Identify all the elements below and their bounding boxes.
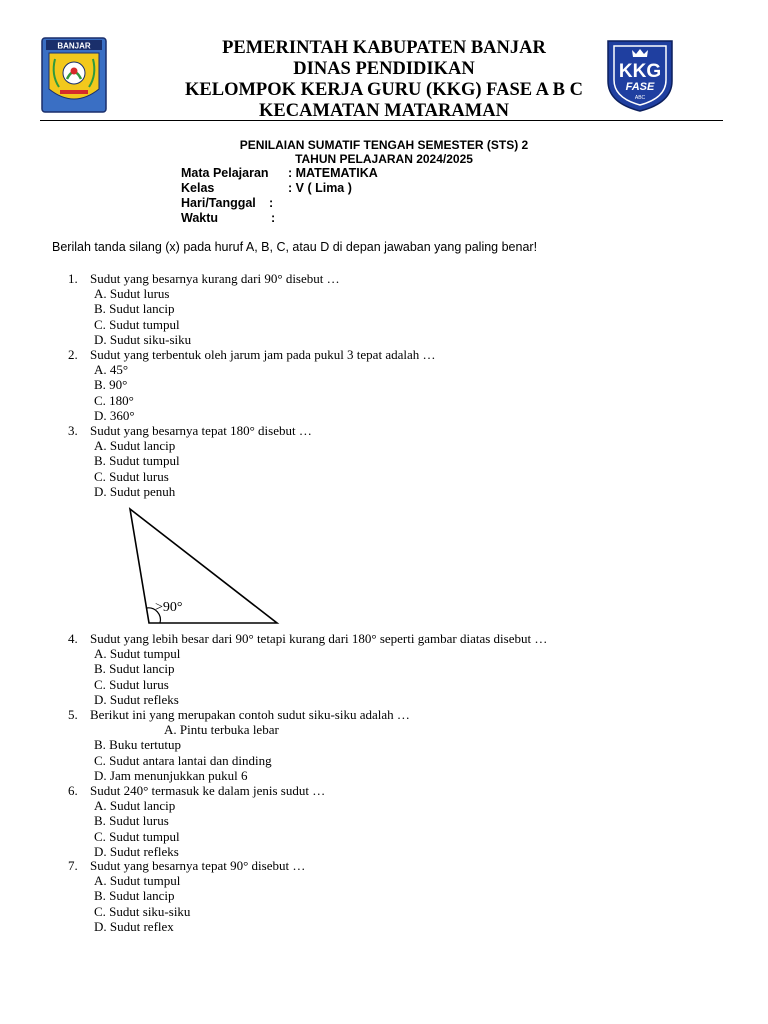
option-c: C. Sudut tumpul: [94, 828, 180, 844]
option-a: A. Sudut tumpul: [94, 646, 181, 662]
option-d: D. Sudut reflex: [94, 918, 174, 934]
question-number: 2.: [68, 347, 78, 362]
option-d: D. 360°: [94, 407, 135, 423]
option-b: B. 90°: [94, 377, 128, 393]
question-number: 5.: [68, 707, 78, 722]
meta-value: : V ( Lima ): [288, 181, 352, 195]
question-2: [0, 347, 768, 423]
option-b: B. Sudut lancip: [94, 301, 175, 317]
option-a: A. Sudut lancip: [94, 798, 176, 814]
meta-value: :: [269, 196, 274, 210]
obtuse-triangle-figure: [126, 504, 281, 628]
meta-key: Hari/Tanggal: [181, 196, 256, 210]
option-b: B. Sudut lancip: [94, 661, 175, 677]
banjar-regency-emblem-icon: [41, 37, 107, 113]
option-b: B. Buku tertutup: [94, 737, 182, 753]
option-d: D. Sudut refleks: [94, 843, 179, 859]
question-number: 6.: [68, 783, 78, 798]
letterhead-heading: [110, 38, 658, 122]
question-number: 3.: [68, 423, 78, 438]
option-a: A. Pintu terbuka lebar: [164, 722, 279, 738]
meta-key: Waktu: [181, 211, 219, 225]
option-c: C. 180°: [94, 392, 134, 408]
option-c: C. Sudut antara lantai dan dinding: [94, 752, 272, 768]
option-c: C. Sudut tumpul: [94, 316, 180, 332]
question-number: 4.: [68, 631, 78, 646]
letterhead-line-3: KELOMPOK KERJA GURU (KKG) FASE A B C: [185, 80, 583, 100]
option-a: A. Sudut lancip: [94, 438, 176, 454]
question-5: [0, 707, 768, 783]
meta-key: Mata Pelajaran: [181, 166, 269, 180]
exam-year: TAHUN PELAJARAN 2024/2025: [295, 152, 473, 166]
kkg-logo-subtext: FASE: [625, 81, 655, 93]
option-d: D. Sudut penuh: [94, 483, 176, 499]
meta-value: : MATEMATIKA: [288, 166, 378, 180]
question-text: Sudut 240° termasuk ke dalam jenis sudut …: [90, 783, 326, 798]
letterhead-line-2: DINAS PENDIDIKAN: [293, 59, 475, 79]
kkg-shield-logo-icon: [604, 37, 676, 113]
question-4: [0, 631, 768, 707]
meta-key: Kelas: [181, 181, 215, 195]
option-b: B. Sudut lancip: [94, 888, 175, 904]
option-d: D. Sudut siku-siku: [94, 331, 192, 347]
question-7: [0, 858, 768, 934]
kkg-logo-phase: ABC: [634, 95, 646, 101]
option-b: B. Sudut lurus: [94, 813, 169, 829]
triangle-shape: [130, 509, 277, 623]
question-6: [0, 783, 768, 859]
instruction-text: Berilah tanda silang (x) pada huruf A, B, C, atau D di depan jawaban yang paling benar!: [52, 240, 538, 254]
question-text: Sudut yang besarnya kurang dari 90° disebut …: [90, 271, 340, 286]
option-a: A. Sudut lurus: [94, 286, 170, 302]
question-text: Sudut yang terbentuk oleh jarum jam pada pukul 3 tepat adalah …: [90, 347, 436, 362]
question-text: Sudut yang besarnya tepat 180° disebut …: [90, 423, 312, 438]
meta-value: :: [271, 211, 276, 225]
letterhead-line-4: KECAMATAN MATARAMAN: [259, 101, 509, 121]
option-c: C. Sudut lurus: [94, 468, 169, 484]
question-text: Sudut yang lebih besar dari 90° tetapi kurang dari 180° seperti gambar diatas disebut …: [90, 631, 548, 646]
question-number: 1.: [68, 271, 78, 286]
option-c: C. Sudut siku-siku: [94, 903, 191, 919]
option-b: B. Sudut tumpul: [94, 453, 180, 469]
option-d: D. Sudut refleks: [94, 691, 179, 707]
exam-title: PENILAIAN SUMATIF TENGAH SEMESTER (STS) 2: [239, 138, 529, 152]
question-text: Berikut ini yang merupakan contoh sudut siku-siku adalah …: [90, 707, 410, 722]
option-a: A. 45°: [94, 362, 129, 378]
question-text: Sudut yang besarnya tepat 90° disebut …: [90, 858, 306, 873]
angle-label: >90°: [155, 600, 183, 615]
option-c: C. Sudut lurus: [94, 676, 169, 692]
kkg-logo-text: KKG: [618, 61, 662, 82]
exam-title-block: [0, 138, 768, 166]
letterhead-line-1: PEMERINTAH KABUPATEN BANJAR: [222, 38, 546, 58]
option-a: A. Sudut tumpul: [94, 873, 181, 889]
question-1: [0, 271, 768, 347]
question-number: 7.: [68, 858, 78, 873]
letterhead-divider: [40, 120, 723, 121]
question-3: [0, 423, 768, 499]
emblem-banner-text: BANJAR: [57, 41, 91, 51]
option-d: D. Jam menunjukkan pukul 6: [94, 767, 248, 783]
